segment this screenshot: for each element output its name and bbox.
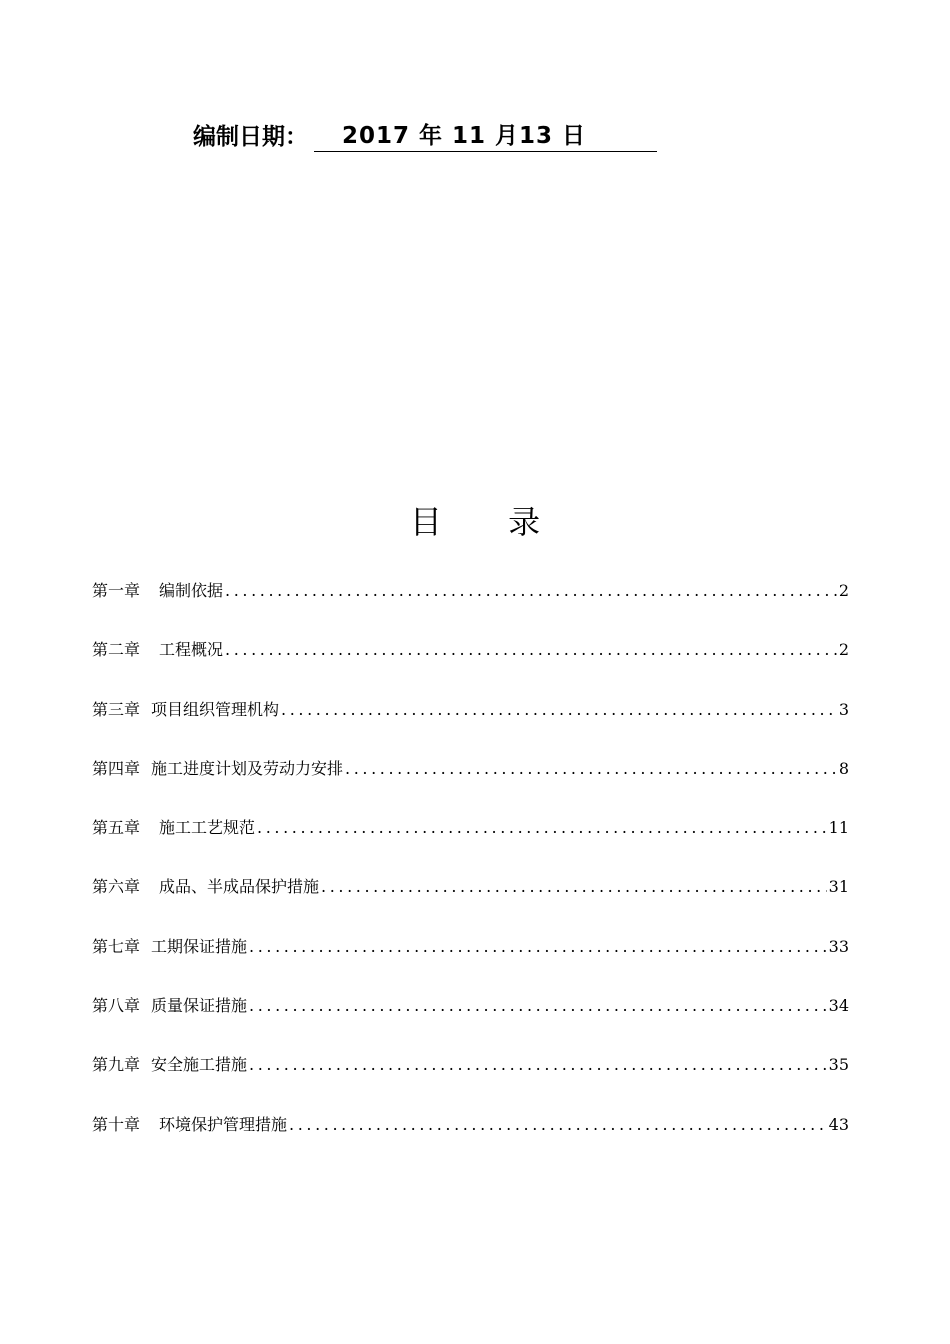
toc-page-number: 8 xyxy=(838,758,849,778)
compile-date-label: 编制日期： xyxy=(193,124,308,150)
toc-dot-leader xyxy=(249,991,827,1021)
toc-page-number: 35 xyxy=(828,1055,849,1075)
toc-chapter-number: 第五章 xyxy=(92,818,141,838)
toc-entry[interactable] xyxy=(92,695,849,754)
toc-page-number: 3 xyxy=(838,699,849,719)
toc-entry[interactable] xyxy=(92,635,849,694)
compile-date-value: 2017 年 11 月13 日 xyxy=(314,121,657,152)
toc-entry[interactable] xyxy=(92,932,849,991)
toc-dot-leader xyxy=(257,813,827,843)
toc-chapter-number: 第三章 xyxy=(92,699,141,719)
toc-dot-leader xyxy=(281,695,837,725)
toc-page-number: 11 xyxy=(828,818,849,838)
toc-chapter-title: 质量保证措施 xyxy=(151,996,248,1016)
toc-dot-leader xyxy=(289,1110,827,1140)
toc-chapter-title: 工期保证措施 xyxy=(151,936,248,956)
toc-entry[interactable] xyxy=(92,576,849,635)
toc-entry[interactable] xyxy=(92,813,849,872)
toc-page-number: 31 xyxy=(828,877,849,897)
toc-chapter-number: 第七章 xyxy=(92,936,141,956)
toc-chapter-number: 第六章 xyxy=(92,877,141,897)
toc-dot-leader xyxy=(249,932,827,962)
toc-page-number: 43 xyxy=(828,1114,849,1134)
toc-chapter-title: 安全施工措施 xyxy=(151,1055,248,1075)
toc-chapter-title: 施工工艺规范 xyxy=(159,818,256,838)
toc-entry[interactable] xyxy=(92,1110,849,1169)
toc-entry[interactable] xyxy=(92,991,849,1050)
toc-chapter-number: 第四章 xyxy=(92,758,141,778)
toc-chapter-title: 施工进度计划及劳动力安排 xyxy=(151,758,344,778)
toc-chapter-number: 第八章 xyxy=(92,996,141,1016)
toc-chapter-number: 第二章 xyxy=(92,640,141,660)
compile-date xyxy=(193,112,657,152)
toc-dot-leader xyxy=(225,635,837,665)
toc-dot-leader xyxy=(321,872,827,902)
toc-chapter-title: 环境保护管理措施 xyxy=(159,1114,288,1134)
toc-chapter-title: 编制依据 xyxy=(159,581,224,600)
toc-page-number: 2 xyxy=(838,640,849,660)
toc-chapter-number: 第十章 xyxy=(92,1114,141,1134)
toc-chapter-title: 工程概况 xyxy=(159,640,224,660)
toc-dot-leader xyxy=(345,754,837,784)
toc-dot-leader xyxy=(249,1050,827,1080)
toc-dot-leader xyxy=(225,576,837,606)
toc-title: 目 录 xyxy=(409,503,569,541)
toc-page-number: 33 xyxy=(828,936,849,956)
toc-entry[interactable] xyxy=(92,754,849,813)
toc-chapter-title: 项目组织管理机构 xyxy=(151,699,280,719)
toc-entry[interactable] xyxy=(92,872,849,931)
toc-chapter-title: 成品、半成品保护措施 xyxy=(159,877,320,897)
toc-page-number: 34 xyxy=(828,996,849,1016)
toc-entry[interactable] xyxy=(92,1050,849,1109)
toc-chapter-number: 第一章 xyxy=(92,581,141,600)
table-of-contents xyxy=(92,576,849,1169)
toc-page-number: 2 xyxy=(838,581,849,600)
toc-chapter-number: 第九章 xyxy=(92,1055,141,1075)
